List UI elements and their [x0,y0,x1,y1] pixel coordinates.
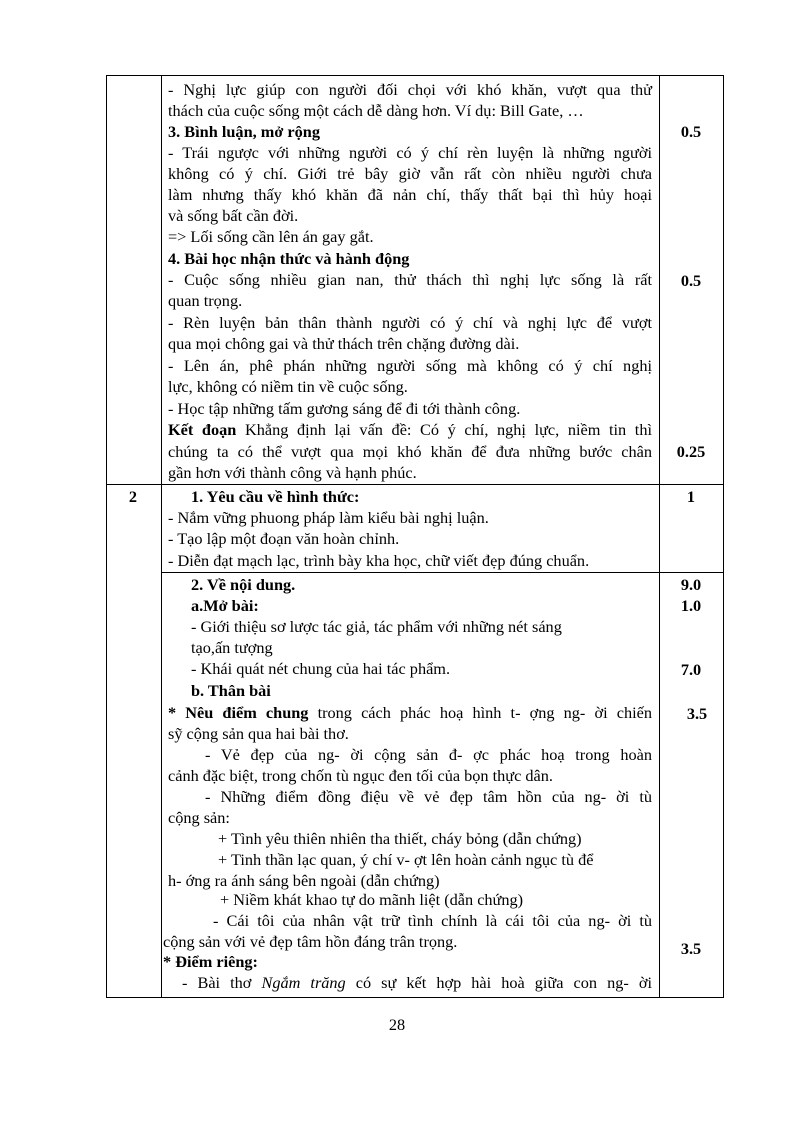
text-line: quan trọng. [168,291,243,310]
text-line: sỹ cộng sản qua hai bài thơ. [168,724,349,743]
text-line: - Lên án, phê phán những người sống mà không có ý chí nghị [168,356,652,375]
text-line: - Rèn luyện bản thân thành người có ý chí và nghị lực để vượt [168,313,652,332]
diem-chung-label: Nêu điểm chung [185,703,309,722]
text-line: tạo,ấn tượng [191,638,273,657]
text-line: có sự kết hợp hài hoà giữa con ng- ời [345,973,652,992]
section-heading: 4. Bài học nhận thức và hành động [168,249,410,268]
text-line: - Nghị lực giúp con người đối chọi với khó khăn, vượt qua thử [168,80,652,99]
score: 7.0 [680,660,702,679]
page-number: 28 [388,1015,406,1034]
text-line: + Tình yêu thiên nhiên tha thiết, cháy bỏng (dẫn chứng) [218,829,582,848]
last-line [182,972,652,993]
text-line: không có ý chí. Giới trẻ bây giờ vẫn rất còn nhiều người chưa [168,164,652,183]
text-line: thách của cuộc sống một cách dễ dàng hơn. Ví dụ: Bill Gate, … [168,101,584,120]
text-line: - Trái ngược với những người có ý chí rèn luyện là những người [168,143,652,162]
text-line: - Tạo lập một đoạn văn hoàn chỉnh. [168,529,400,548]
diem-chung-star: * [168,703,186,722]
text-line: và sống bất cần đời. [168,206,299,225]
text-line: - Cuộc sống nhiều gian nan, thử thách thì nghị lực sống là rất [168,270,652,289]
text-line: + Tinh thần lạc quan, ý chí v- ợt lên hoàn cảnh ngục tù để [218,850,594,869]
score: 0.5 [680,122,702,141]
ket-doan-label: Kết đoạn [168,420,237,439]
text-line: trong cách phác hoạ hình t- ợng ng- ời chiến [308,703,652,722]
text-line: - Nắm vững phuong pháp làm kiểu bài nghị luận. [168,508,489,527]
score: 1.0 [680,596,702,615]
column-divider [659,76,660,997]
score: 0.5 [680,271,702,290]
text-line: - Vẻ đẹp của ng- ời cộng sản đ- ợc phác hoạ trong hoàn [205,745,652,764]
form-heading: 1. Yêu cầu về hình thức: [191,487,360,506]
text-line: chúng ta có thể vượt qua mọi khó khăn để đưa những bước chân [168,442,652,461]
ket-doan-line [168,419,652,440]
text-line: => Lối sống cần lên án gay gắt. [168,227,374,246]
text-line: - Học tập những tấm gương sáng để đi tới thành công. [168,399,521,418]
score: 1 [686,487,696,506]
mo-bai-heading: a.Mở bài: [191,596,259,615]
text-line: - Diễn đạt mạch lạc, trình bày kha học, chữ viết đẹp đúng chuẩn. [168,551,590,570]
text-line: làm nhưng thấy khó khăn đã nản chí, thấy thất bại thì hủy hoại [168,185,652,204]
text-line: h- ớng ra ánh sáng bên ngoài (dẫn chứng) [168,871,440,890]
score: 3.5 [686,704,708,723]
section-heading: 3. Bình luận, mở rộng [168,122,320,141]
text-line: Khẳng định lại vấn đề: Có ý chí, nghị lực, niềm tin thì [244,420,652,439]
column-divider [161,76,162,997]
row-divider [161,572,723,573]
content-heading: 2. Về nội dung. [191,575,296,594]
text-line: - Cái tôi của nhân vật trữ tình chính là cái tôi của ng- ời tù [213,911,652,930]
diem-chung-line [168,702,652,723]
poem-title: Ngắm trăng [261,973,346,992]
text-line: cộng sản: [168,808,230,827]
text-line: + Niềm khát khao tự do mãnh liệt (dẫn chứng) [220,890,524,909]
score: 3.5 [680,939,702,958]
diem-rieng-heading: * Điểm riêng: [163,952,258,971]
question-number: 2 [128,487,138,506]
text-line: - Khái quát nét chung của hai tác phẩm. [191,659,451,678]
score: 9.0 [680,575,702,594]
score: 0.25 [676,442,706,461]
than-bai-heading: b. Thân bài [191,681,271,700]
text-line: - Những điểm đồng điệu về vẻ đẹp tâm hồn của ng- ời tù [205,787,652,806]
text-line: cảnh đặc biệt, trong chốn tù ngục đen tối của bọn thực dân. [168,766,553,785]
text-line: gần hơn với thành công và hạnh phúc. [168,463,417,482]
text-line: cộng sản với vẻ đẹp tâm hồn đáng trân trọng. [163,932,458,951]
text-line: - Giới thiệu sơ lược tác giả, tác phẩm với những nét sáng [191,617,562,636]
text-line: lực, không có niềm tin về cuộc sống. [168,377,408,396]
text-line: qua mọi chông gai và thử thách trên chặng đường dài. [168,334,520,353]
row-divider [107,484,723,485]
text-line: - Bài thơ [182,973,262,992]
